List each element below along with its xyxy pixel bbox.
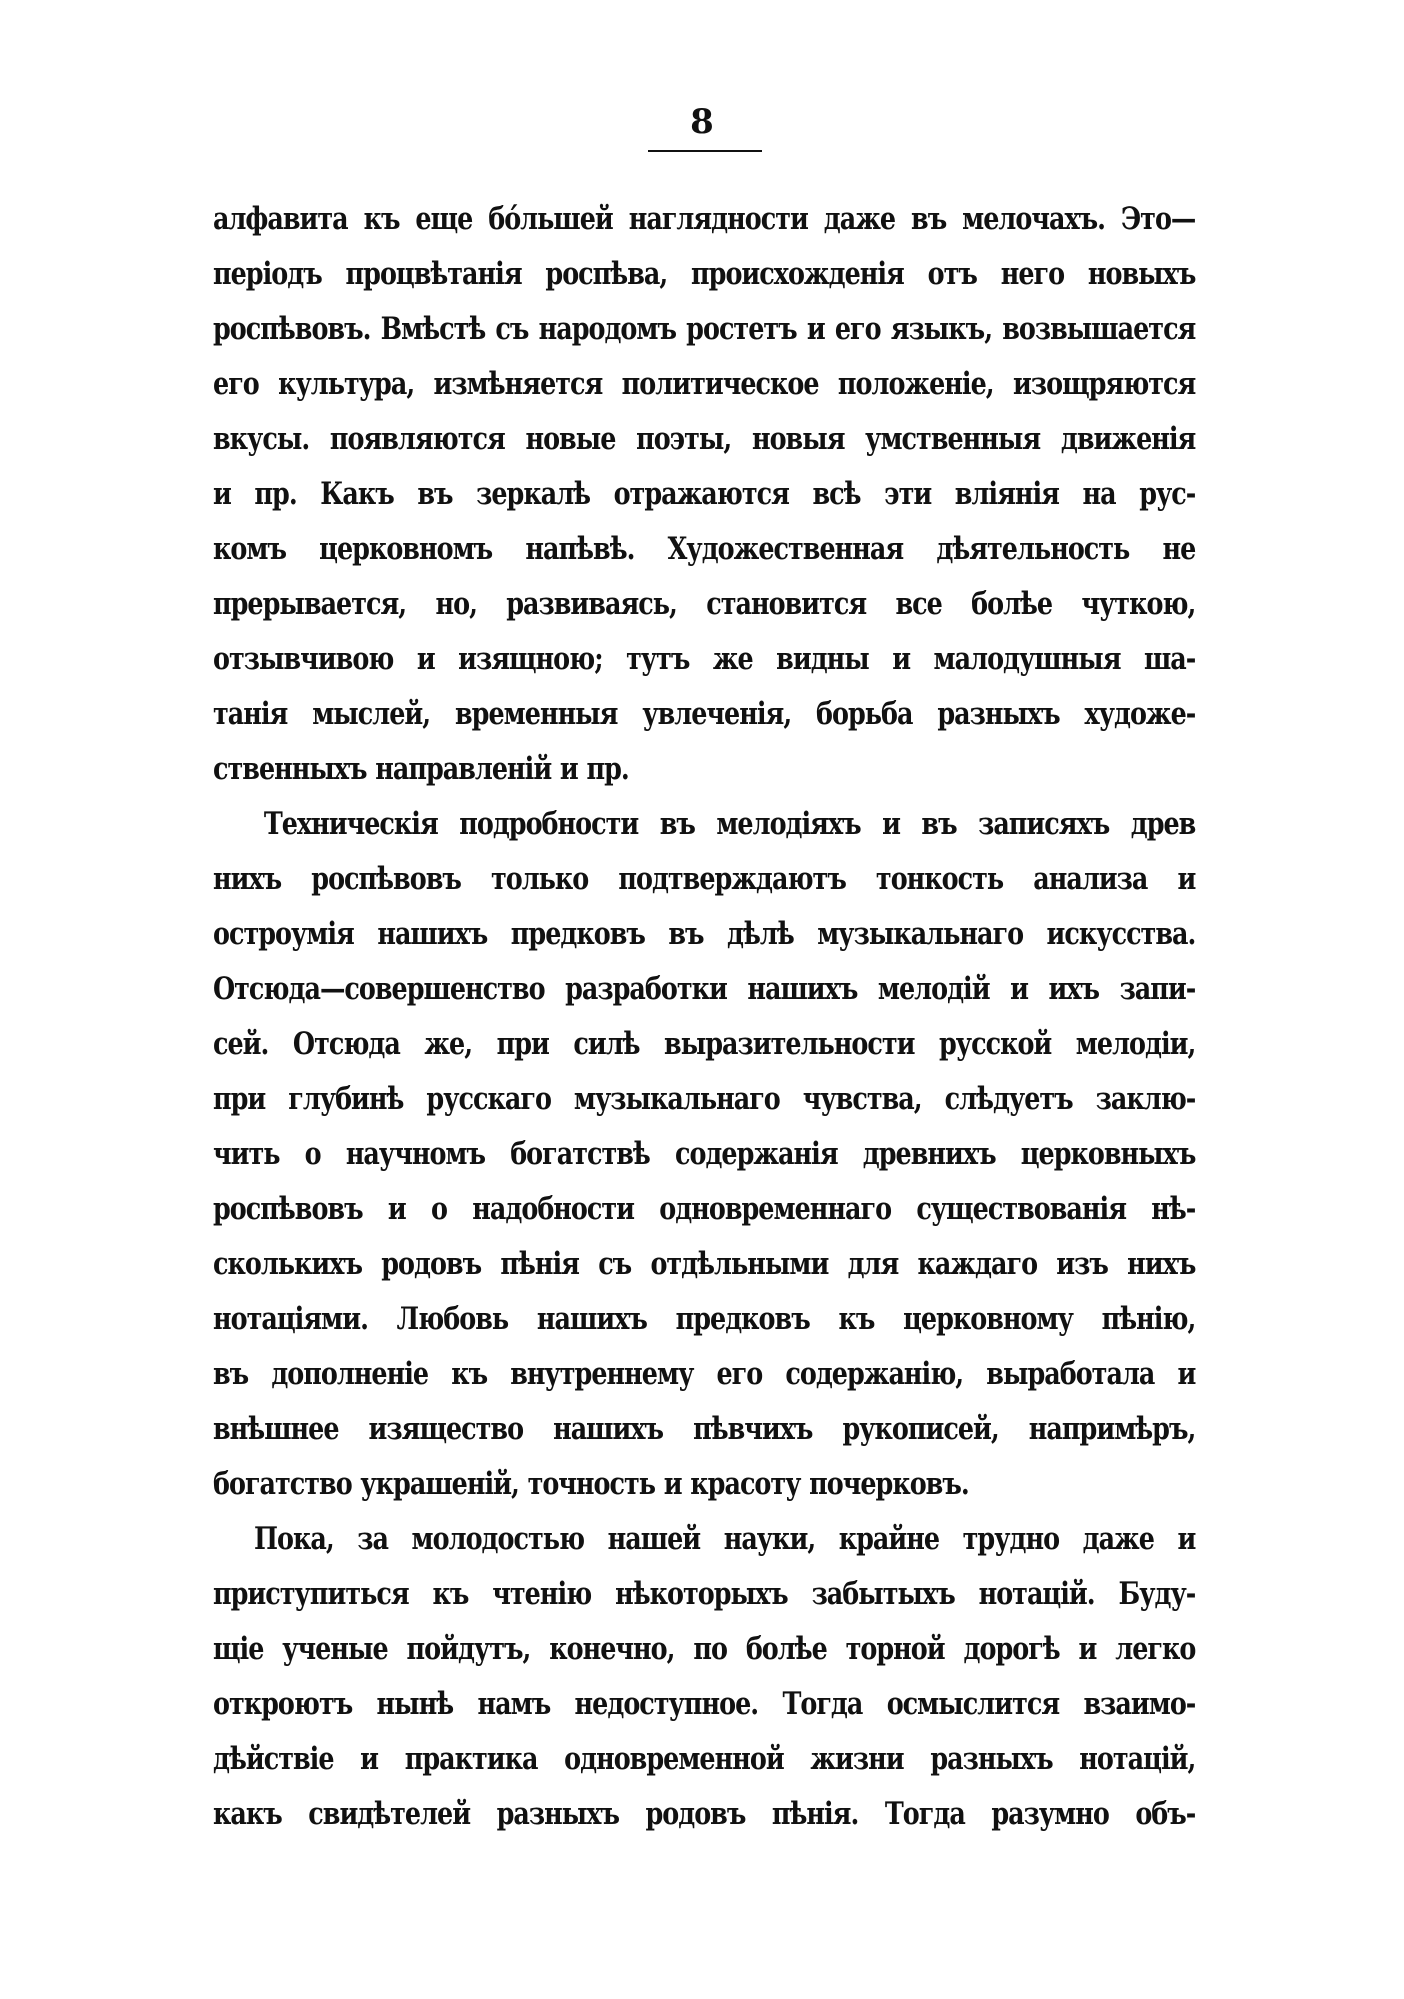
text-line: нотацiями. Любовь нашихъ предковъ къ церковному пѣнію, bbox=[213, 1301, 1196, 1337]
text-line: остроумія нашихъ предковъ въ дѣлѣ музыкальнаго искусства. bbox=[213, 916, 1196, 952]
header-rule bbox=[648, 150, 762, 152]
text-line: при глубинѣ русскаго музыкальнаго чувства, слѣдуетъ заклю- bbox=[213, 1081, 1196, 1117]
text-line: и пр. Какъ въ зеркалѣ отражаются всѣ эти вліянія на рус- bbox=[213, 476, 1196, 512]
text-line: Пока, за молодостью нашей науки, крайне трудно даже и bbox=[254, 1521, 1196, 1557]
text-line: дѣйствіе и практика одновременной жизни разныхъ нотацій, bbox=[213, 1741, 1196, 1777]
text-line: въ дополненіе къ внутреннему его содержанію, выработала и bbox=[213, 1356, 1196, 1392]
text-line: приступиться къ чтенію нѣкоторыхъ забытыхъ нотацій. Буду- bbox=[213, 1576, 1196, 1612]
text-line: періодъ процвѣтанія роспѣва, происхожденія отъ него новыхъ bbox=[213, 256, 1196, 292]
text-line: алфавита къ еще бóльшей наглядности даже въ мелочахъ. Это— bbox=[213, 201, 1196, 237]
text-line: отзывчивою и изящною; тутъ же видны и малодушныя ша- bbox=[213, 641, 1196, 677]
text-line: щіе ученые пойдутъ, конечно, по болѣе торной дорогѣ и легко bbox=[213, 1631, 1196, 1667]
text-line: прерывается, но, развиваясь, становится все болѣе чуткою, bbox=[213, 586, 1196, 622]
body-text bbox=[213, 192, 1195, 1842]
text-line: нихъ роспѣвовъ только подтверждаютъ тонкость анализа и bbox=[213, 861, 1196, 897]
text-line: роспѣвовъ и о надобности одновременнаго существованія нѣ- bbox=[213, 1191, 1196, 1227]
text-line: сколькихъ родовъ пѣнія съ отдѣльными для каждаго изъ нихъ bbox=[213, 1246, 1196, 1282]
paragraph-1 bbox=[213, 192, 1195, 797]
page-header bbox=[0, 100, 1404, 144]
text-line: комъ церковномъ напѣвѣ. Художественная дѣятельность не bbox=[213, 531, 1196, 567]
paragraph-2 bbox=[213, 797, 1195, 1512]
text-line: Техническія подробности въ мелодіяхъ и въ записяхъ древ bbox=[263, 806, 1196, 842]
text-line: богатство украшеній, точность и красоту почерковъ. bbox=[213, 1466, 969, 1502]
text-line: вкусы. появляются новые поэты, новыя умственныя движенія bbox=[213, 421, 1196, 457]
text-line: роспѣвовъ. Вмѣстѣ съ народомъ ростетъ и его языкъ, возвышается bbox=[213, 311, 1196, 347]
text-line: откроютъ нынѣ намъ недоступное. Тогда осмыслится взаимо- bbox=[213, 1686, 1196, 1722]
text-line: его культура, измѣняется политическое положеніе, изощряются bbox=[213, 366, 1196, 402]
paragraph-3 bbox=[213, 1512, 1195, 1842]
page-number: 8 bbox=[690, 102, 714, 142]
text-line: какъ свидѣтелей разныхъ родовъ пѣнія. Тогда разумно объ- bbox=[213, 1796, 1196, 1832]
text-line: чить о научномъ богатствѣ содержанія древнихъ церковныхъ bbox=[213, 1136, 1196, 1172]
text-line: сей. Отсюда же, при силѣ выразительности русской мелодіи, bbox=[213, 1026, 1196, 1062]
text-line: ственныхъ направленій и пр. bbox=[213, 751, 629, 787]
text-line: внѣшнее изящество нашихъ пѣвчихъ рукописей, напримѣръ, bbox=[213, 1411, 1196, 1447]
text-line: танія мыслей, временныя увлеченія, борьба разныхъ художе- bbox=[213, 696, 1196, 732]
text-line: Отсюда—совершенство разработки нашихъ мелодій и ихъ запи- bbox=[213, 971, 1196, 1007]
